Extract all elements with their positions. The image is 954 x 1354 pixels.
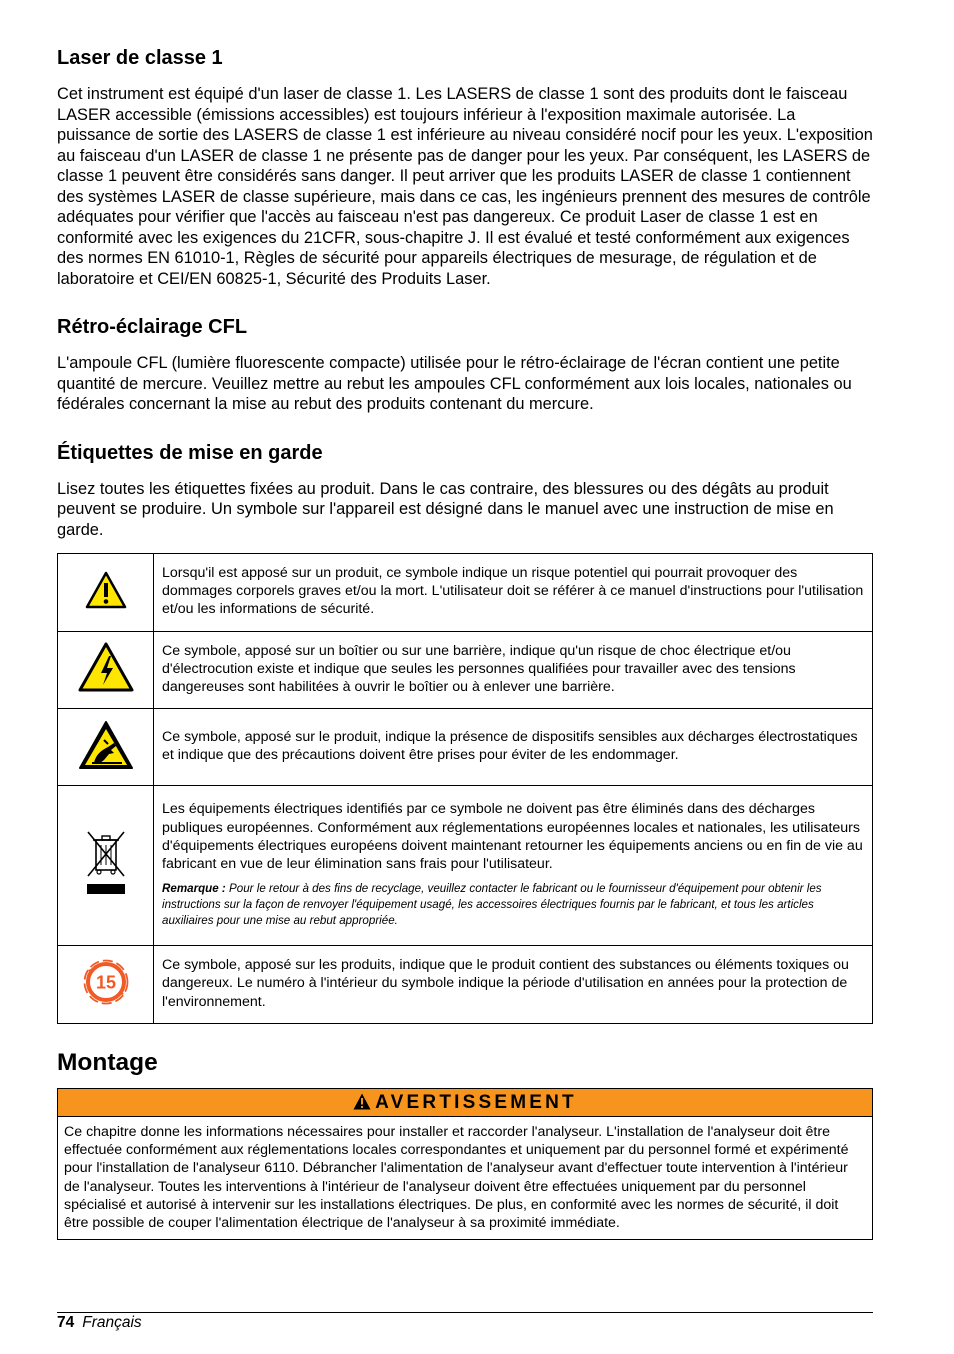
symbol-description: Ce symbole, apposé sur le produit, indique la présence de dispositifs sensibles aux décharges électrostatiques et indique que des précautions doivent être prises pour éviter de les endommager.	[154, 709, 873, 786]
warning-triangle-icon	[85, 571, 127, 609]
note-label: Remarque :	[162, 882, 226, 896]
warning-text: Ce chapitre donne les informations nécessaires pour installer et raccorder l'analyseur. L'installation de l'analyseur doit être effectuée conformément aux réglementations locales correspondantes et uniquement par du personnel formé et expérimenté pour l'installation de l'analyseur 6110. Débrancher l'alimentation de l'analyseur avant d'effectuer toute intervention à l'intérieur de l'analyseur. Toutes les interventions à l'intérieur de l'analyseur doivent être effectuées uniquement par du personnel spécialisé et autorisé à intervenir sur les installations électriques. De plus, en conformité avec les normes de sécurité, il doit être possible de couper l'alimentation électrique de l'analyseur à sa proximité immédiate.	[64, 1123, 849, 1232]
symbol-icon-cell	[58, 554, 154, 632]
footer-language: Français	[82, 1314, 142, 1331]
esd-icon	[78, 720, 134, 770]
page-number: 74	[57, 1314, 75, 1331]
table-row	[58, 554, 873, 632]
efup-number: 15	[95, 972, 116, 993]
montage-heading: Montage	[57, 1048, 158, 1076]
labels-text: Lisez toutes les étiquettes fixées au produit. Dans le cas contraire, des blessures ou des dégâts au produit peuvent se produire. Un symbole sur l'appareil est désigné dans le manuel avec une instruction de mise en garde.	[57, 479, 834, 539]
symbol-description: Ce symbole, apposé sur les produits, indique que le produit contient des substances ou éléments toxiques ou dangereux. Le numéro à l'intérieur du symbole indique la période d'utilisation en années pour la protection de l'environnement.	[154, 946, 873, 1024]
page-footer	[57, 1312, 873, 1331]
warning-box	[57, 1088, 873, 1240]
symbol-description: Ce symbole, apposé sur un boîtier ou sur une barrière, indique qu'un risque de choc électrique et/ou d'électrocution existe et indique que seules les personnes qualifiées pour travailler avec des tensions dangereuses sont habilitées à ouvrir le boîtier ou à enlever une barrière.	[154, 631, 873, 709]
electric-shock-icon	[78, 642, 134, 692]
warning-triangle-icon	[353, 1093, 371, 1110]
note	[162, 881, 864, 929]
laser-heading: Laser de classe 1	[57, 47, 223, 69]
symbol-description-cell	[154, 786, 873, 946]
symbol-icon-cell	[58, 946, 154, 1024]
warning-header	[58, 1089, 872, 1117]
laser-text: Cet instrument est équipé d'un laser de classe 1. Les LASERS de classe 1 sont des produits dont le faisceau LASER accessible (émissions accessibles) est toujours inférieur à l'exposition maximale autorisée. La puissance de sortie des LASERS de classe 1 est inférieure au niveau considéré nocif pour les yeux. L'exposition au faisceau d'un LASER de classe 1 ne présente pas de danger pour les yeux. Par conséquent, les LASERS de classe 1 peuvent être considérés sans danger. Il peut arriver que les produits LASER de classe 1 contiennent des systèmes LASER de classe supérieure, mais dans ce cas, les ingénieurs prennent des mesures de contrôle adéquates pour vérifier que l'accès au faisceau n'est pas dangereux. Ce produit Laser de classe 1 est en conformité avec les exigences du 21CFR, sous-chapitre J. Il est évalué et testé conformément aux exigences des normes EN 61010-1, Règles de sécurité pour appareils électriques de mesurage, de régulation et de laboratoire et CEI/EN 60825-1, Sécurité des Produits Laser.	[57, 85, 873, 288]
table-row	[58, 709, 873, 786]
table-row	[58, 946, 873, 1024]
table-row	[58, 631, 873, 709]
symbol-description: Lorsqu'il est apposé sur un produit, ce symbole indique un risque potentiel qui pourrait provoquer des dommages corporels graves et/ou la mort. L'utilisateur doit se référer à ce manuel d'instructions pour l'utilisation et/ou les informations de sécurité.	[154, 554, 873, 632]
labels-heading: Étiquettes de mise en garde	[57, 441, 323, 464]
efup-15-icon	[82, 958, 130, 1006]
symbol-icon-cell	[58, 709, 154, 786]
symbol-icon-cell	[58, 631, 154, 709]
note-text: Pour le retour à des fins de recyclage, veuillez contacter le fabricant ou le fournisseur d'équipement pour obtenir les instructions sur la façon de renvoyer l'équipement usagé, les accessoires électriques fournis par le fabricant, et tous les articles auxiliaires pour une mise au rebut appropriée.	[162, 882, 822, 928]
symbol-icon-cell	[58, 786, 154, 946]
symbols-table	[57, 553, 873, 1024]
page-content	[57, 44, 873, 1240]
cfl-heading: Rétro-éclairage CFL	[57, 316, 248, 338]
weee-bin-icon	[82, 830, 130, 896]
warning-title: AVERTISSEMENT	[375, 1091, 577, 1113]
cfl-text: L'ampoule CFL (lumière fluorescente compacte) utilisée pour le rétro-éclairage de l'écran contient une petite quantité de mercure. Veuillez mettre au rebut les ampoules CFL conformément aux lois locales, nationales ou fédérales concernant la mise au rebut des produits contenant du mercure.	[57, 354, 852, 413]
symbol-description: Les équipements électriques identifiés par ce symbole ne doivent pas être éliminés dans des décharges publiques européennes. Conformément aux réglementations européennes locales et nationales, les utilisateurs d'équipements électriques européens doivent maintenant retourner les équipements anciens ou en fin de vie au fabricant en vue de leur élimination sans frais pour l'utilisateur.	[162, 801, 863, 872]
table-row	[58, 786, 873, 946]
footer-text	[57, 1314, 142, 1332]
